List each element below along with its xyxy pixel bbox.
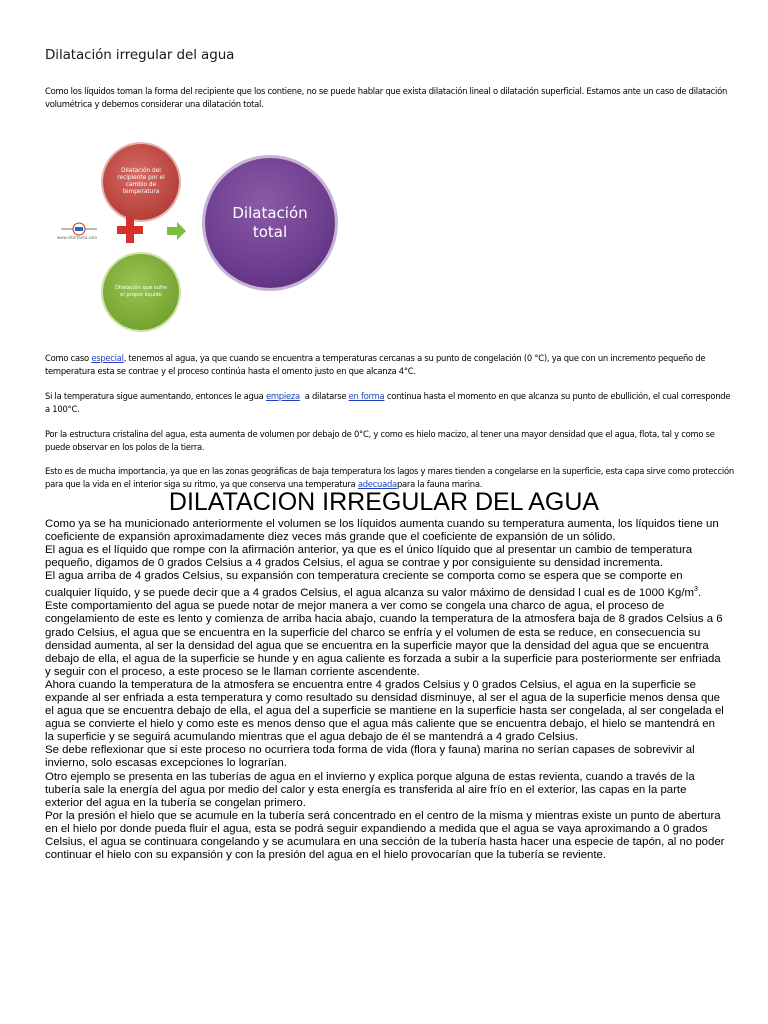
superscript-trailing: . — [697, 587, 702, 600]
intro-paragraph: Como los líquidos toman la forma del recipiente que los contiene, no se puede hablar que exista dilatación lineal o dilatación superficial. Estamos ante un caso de dilatación volumétrica y debemos considerar una dilatación total. — [45, 86, 728, 109]
para4-text-before: Esto es de mucha importancia, ya que en las zonas geográficas de baja temperatura los lagos y mares tienden a congelarse en la superficie, esta capa sirve como protección para que la vida en el interior siga su ritmo, ya que conserva una temperatura — [45, 466, 734, 489]
superscript: 3 — [694, 586, 698, 594]
logo-url: www.vitortarea.com — [57, 235, 98, 240]
liquid-dilation-circle — [103, 254, 179, 330]
body-paragraph-8: Por la presión el hielo que se acumule en la tubería será concentrado en el centro de la misma y mientras existe un punto de abertura en el hielo por donde pueda fluir el agua, esta se podrá seguir expandiendo a medida que el agua se vaya aproximando a 0 grados Celsius, el agua se continuara congelando y se acumulara en una sección de la tubería hasta hacer una especie de tapón, al no poder continuar el hielo con su expansión y con la presión del agua en el hielo provocarían que la tubería se reviente. — [45, 809, 725, 862]
link-especial[interactable]: especial — [91, 353, 124, 363]
para2-text-middle: a dilatarse — [299, 391, 349, 401]
body-paragraph-4: Este comportamiento del agua se puede notar de mejor manera a ver como se congela una charco de agua, el proceso de congelamiento de este es lento y comienza de arriba hacia abajo, cuando la temperatura de la atmosfera baja de 8 grados Celsius a 6 grado Celsius, el agua que se encuentra en la superficie del charco se enfría y el volumen de esta se reduce, en consecuencia su densidad aumenta, al ser la densidad del agua que se encuentra en la superficie mayor que la densidad del agua que se encuentra debajo de ella, el agua de la superficie se hunde y en agua caliente es forzada a subir a la superficie para posteriormente ser enfriada y seguir con el proceso, a este proceso se le llaman corriente ascendente. — [45, 600, 723, 678]
paragraph-importance — [45, 465, 735, 490]
page-title: Dilatación irregular del agua — [45, 47, 235, 63]
link-en-forma[interactable]: en forma — [348, 391, 385, 401]
dilation-diagram — [55, 132, 335, 347]
body-paragraph-6: Se debe reflexionar que si este proceso no ocurriera toda forma de vida (flora y fauna) marina no serían capases de sobrevivir al invierno, solo escasas excepciones lo lograrían. — [45, 744, 695, 770]
body-paragraph-5: Ahora cuando la temperatura de la atmosfera se encuentra entre 4 grados Celsius y 0 grados Celsius, el agua en la superficie se expande al ser enfriada a esta temperatura y como resultado su densidad disminuye, al ser el agua de la superficie menos densa que el agua que se encuentra debajo de ella, el agua del a superficie se mantiene en la superficie hasta ser congelada, al ser congelada el agua se convierte el hielo y como este es menos denso que el agua más caliente que se encuentra debajo, el hielo se mantendrá en la superficie y se seguirá acumulando mientras que el agua debajo de él se mantendrá a 4 grado Celsius. — [45, 678, 724, 744]
para1-text-before: Como caso — [45, 353, 92, 363]
total-dilation-line2: total — [252, 223, 288, 241]
paragraph-crystal-structure: Por la estructura cristalina del agua, esta aumenta de volumen por debajo de 0°C, y como es hielo macizo, al tener una mayor densidad que el agua, flota, tal y como se puede observar en los polos de la tierra. — [45, 429, 715, 452]
liquid-dilation-text: Dilatación que sufre el propio líquido — [114, 285, 168, 298]
body-paragraph-2: El agua es el líquido que rompe con la afirmación anterior, ya que es el único líquido que al presentar un cambio de temperatura pequeño, digamos de 0 grados Celsius a 4 grados Celsius, el agua se contrae y por consiguiente su densidad incrementa. — [45, 544, 693, 570]
container-dilation-circle — [103, 144, 179, 220]
plus-icon — [117, 217, 143, 243]
arrow-right-icon — [167, 221, 187, 241]
para4-text-after: para la fauna marina. — [396, 478, 483, 489]
body-paragraph-1: Como ya se ha municionado anteriormente el volumen se los líquidos aumenta cuando su temperatura aumenta, los líquidos tiene un coeficiente de expansión aproximadamente diez veces más grande que el coeficiente de expansión de un sólido. — [45, 518, 719, 544]
container-dilation-text: Dilatación del recipiente por el cambio de temperatura — [117, 168, 165, 195]
body-paragraph-3-text: El agua arriba de 4 grados Celsius, su expansión con temperatura creciente se comporta como se espera que se comporte en cualquier líquido, y se puede decir que a 4 grados Celsius, el agua alcanza su valor máximo de densidad l cual es de 1000 Kg/m — [45, 570, 695, 600]
para2-text-before: Si la temperatura sigue aumentando, entonces le agua — [45, 391, 266, 401]
total-dilation-circle — [205, 158, 335, 288]
link-adecuada[interactable]: adecuada — [357, 478, 397, 489]
total-dilation-line1: Dilatación — [232, 204, 308, 222]
paragraph-temperature-rise — [45, 390, 735, 415]
para1-text-after: , tenemos al agua, ya que cuando se encuentra a temperaturas cercanas a su punto de congelación (0 °C), ya que con un incremento pequeño de temperatura esta se contrae y el proceso continúa hasta el omento justo en que alcanza 4°C. — [45, 353, 706, 376]
para2-text-after: continua hasta el momento en que alcanza su punto de ebullición, el cual corresponde a 100°C. — [45, 391, 731, 414]
section-heading: DILATACION IRREGULAR DEL AGUA — [168, 488, 600, 516]
body-paragraph-7: Otro ejemplo se presenta en las tuberías de agua en el invierno y explica porque alguna de estas revienta, cuando a través de la tubería sale la energía del agua por medio del calor y esta energía es transferida al aire frío en el exterior, las capas en la parte exterior del agua en la tubería se congelan primero. — [45, 770, 695, 809]
body-text — [45, 518, 725, 862]
paragraph-special-case — [45, 352, 735, 377]
link-empieza[interactable]: empieza — [265, 391, 300, 401]
body-paragraph-3 — [45, 570, 725, 600]
